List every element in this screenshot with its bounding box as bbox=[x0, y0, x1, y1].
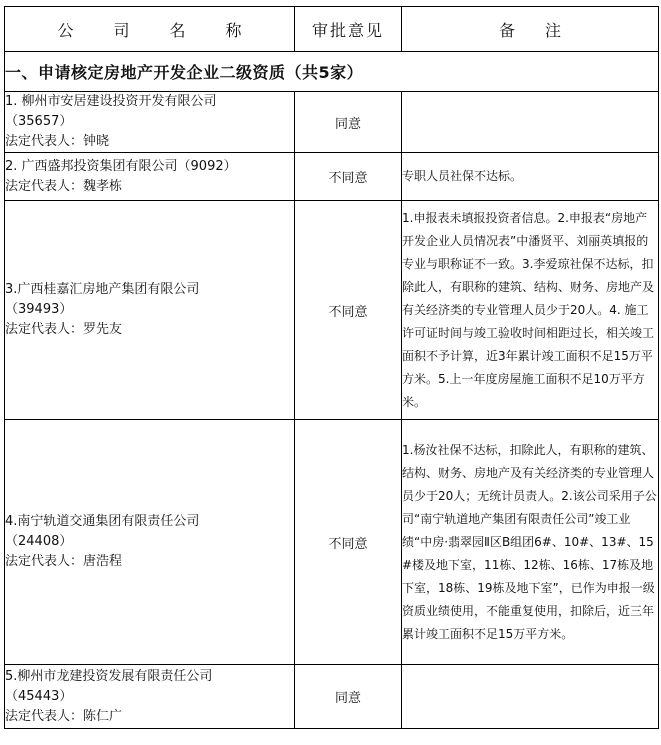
remark-cell: 1.杨汝社保不达标，扣除此人，有职称的建筑、结构、财务、房地产及有关经济类的专业管理人员少于20人；无统计员责人。2.该公司采用子公司“南宁轨道地产集团有限责任公司”竣工业绩“中房·翡翠园Ⅱ区B组团6#、10#、13#、15#楼及地下室，11栋、12栋、16栋、17栋及地下室，18栋、19栋及地下室”，已作为申报一级资质业绩使用，不能重复使用，扣除后，近三年累计竣工面积不足15万平方米。 bbox=[402, 420, 659, 665]
company-cell bbox=[5, 665, 295, 729]
legal-representative: 法定代表人：钟晓 bbox=[5, 134, 110, 149]
company-name: 5.柳州市龙建投资发展有限责任公司 bbox=[5, 668, 213, 684]
company-code: （45443） bbox=[5, 688, 73, 704]
section-title: 一、申请核定房地产开发企业二级资质（共5家） bbox=[5, 52, 659, 92]
remark-cell bbox=[402, 92, 659, 153]
company-code: （24408） bbox=[5, 534, 73, 549]
table-row bbox=[5, 92, 659, 153]
header-row bbox=[5, 7, 659, 52]
company-name: 4.南宁轨道交通集团有限责任公司 bbox=[5, 514, 200, 529]
company-code: （39493） bbox=[5, 302, 73, 317]
remark-cell: 专职人员社保不达标。 bbox=[402, 153, 659, 201]
table-row bbox=[5, 420, 659, 665]
approval-opinion: 同意 bbox=[295, 665, 402, 729]
approval-opinion: 不同意 bbox=[295, 153, 402, 201]
legal-representative: 法定代表人：唐浩程 bbox=[5, 554, 123, 569]
company-cell bbox=[5, 201, 295, 420]
approval-table bbox=[4, 6, 659, 729]
header-company: 公司名称 bbox=[5, 7, 295, 52]
header-opinion: 审批意见 bbox=[295, 7, 402, 52]
legal-representative: 法定代表人：魏孝栋 bbox=[5, 178, 123, 194]
header-remark: 备注 bbox=[402, 7, 659, 52]
company-cell bbox=[5, 420, 295, 665]
remark-cell bbox=[402, 665, 659, 729]
company-code: （35657） bbox=[5, 114, 73, 129]
approval-opinion: 不同意 bbox=[295, 201, 402, 420]
company-name: 2. 广西盛邦投资集团有限公司（9092） bbox=[5, 158, 237, 174]
table-row bbox=[5, 201, 659, 420]
legal-representative: 法定代表人：陈仁广 bbox=[5, 708, 123, 724]
table-row bbox=[5, 665, 659, 729]
table-row bbox=[5, 153, 659, 201]
remark-cell: 1.申报表未填报投资者信息。2.申报表“房地产开发企业人员情况表”中潘贤平、刘丽英填报的专业与职称证不一致。3.李爱琼社保不达标，扣除此人，有职称的建筑、结构、财务、房地产及有关经济类的专业管理人员少于20人。4. 施工许可证时间与竣工验收时间相距过长，相关竣工面积不予计算，近3年累计竣工面积不足15万平方米。5.上一年度房屋施工面积不足10万平方米。 bbox=[402, 201, 659, 420]
approval-opinion: 同意 bbox=[295, 92, 402, 153]
company-cell bbox=[5, 92, 295, 153]
company-name: 1. 柳州市安居建设投资开发有限公司 bbox=[5, 94, 217, 109]
company-cell bbox=[5, 153, 295, 201]
approval-opinion: 不同意 bbox=[295, 420, 402, 665]
legal-representative: 法定代表人：罗先友 bbox=[5, 322, 123, 337]
company-name: 3.广西桂嘉汇房地产集团有限公司 bbox=[5, 282, 200, 297]
section-row bbox=[5, 52, 659, 92]
